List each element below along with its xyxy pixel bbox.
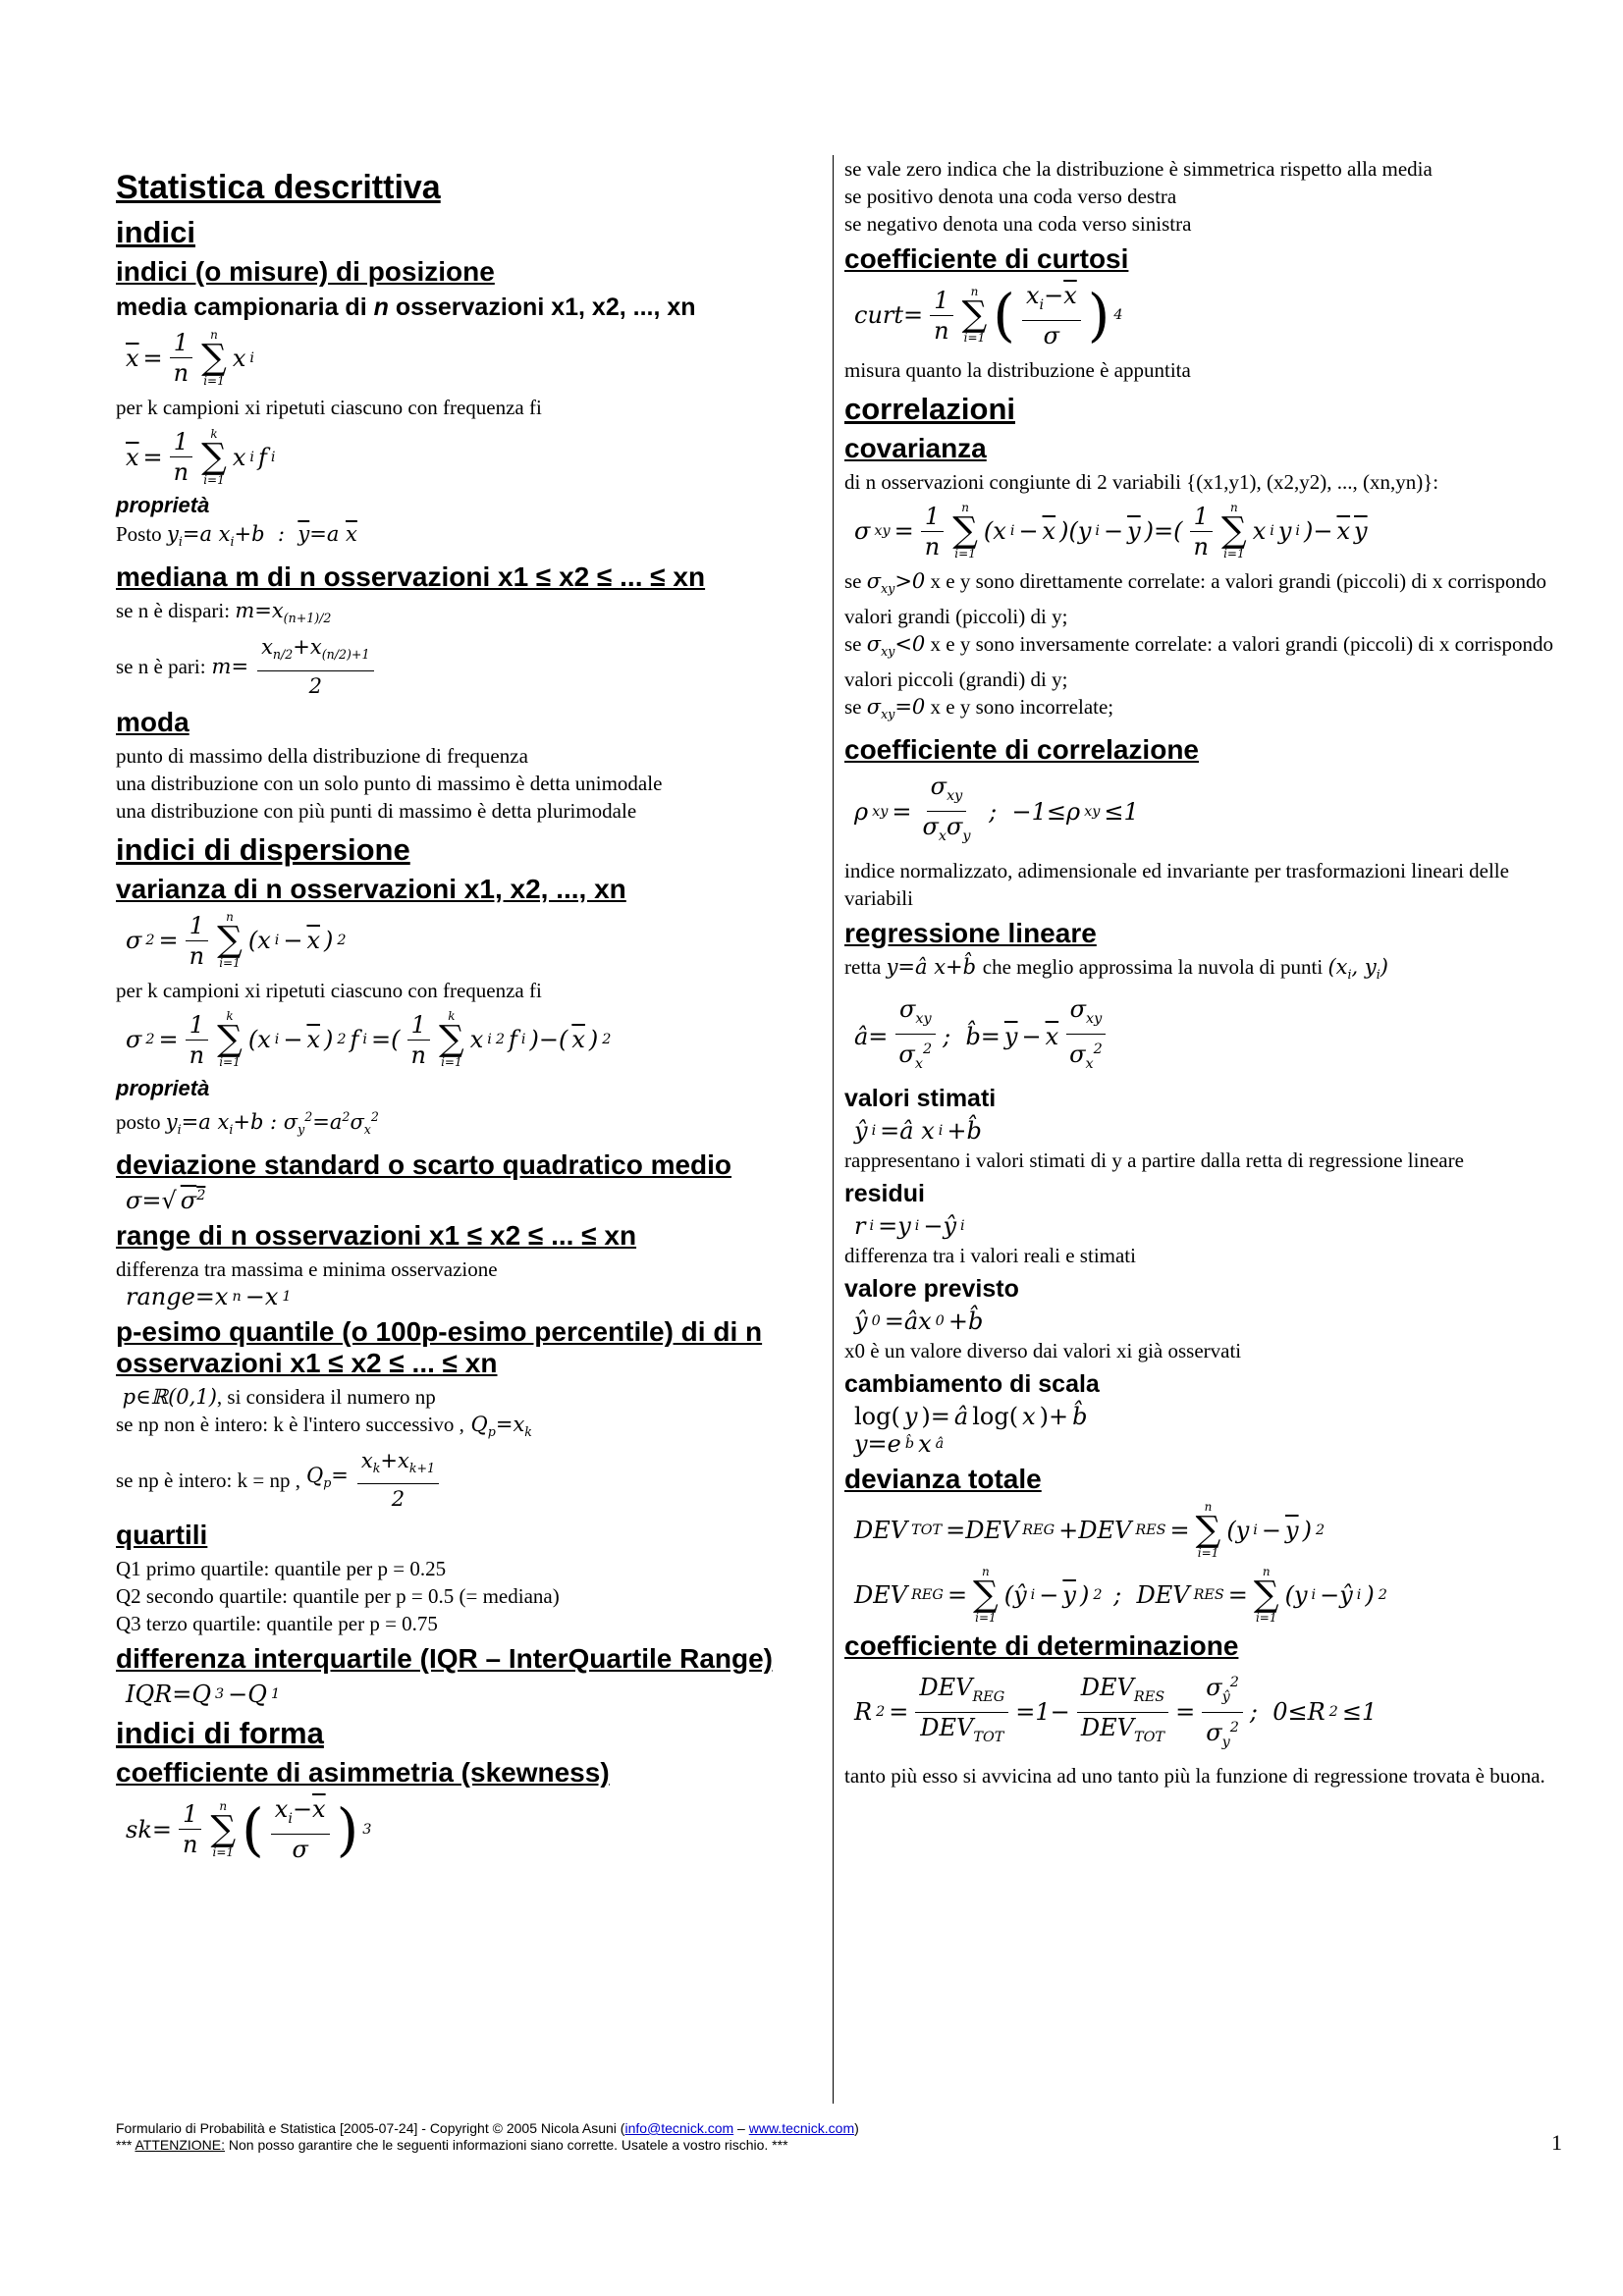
regr-heading: regressione lineare — [844, 917, 1097, 948]
devianza-formula-1: DEV TOT =DEV REG +DEV RES = n ∑ i=1 (y i − $\overline{y}$ ) 2 — [854, 1499, 1325, 1560]
posizione-heading: indici (o misure) di posizione — [116, 256, 495, 287]
residui-formula: r i =y i −ŷ i — [854, 1211, 965, 1240]
mediana-dispari: se n è dispari: $m=x_{(n+1)/2}$ — [116, 599, 332, 626]
scala-formula-2: y=e b̂ x â — [854, 1429, 945, 1458]
media-text: per k campioni xi ripetuti ciascuno con frequenza fi — [116, 396, 542, 419]
previsto-formula: ŷ 0 =âx 0 +b̂ — [854, 1307, 984, 1335]
proprieta-label: proprietà — [116, 493, 210, 517]
right-column — [844, 155, 1571, 1789]
quartile-line: Q1 primo quartile: quantile per p = 0.25 — [116, 1557, 447, 1581]
moda-heading: moda — [116, 706, 189, 737]
skew-line: se vale zero indica che la distribuzione è simmetrica rispetto alla media — [844, 157, 1433, 181]
varianza-text: per k campioni xi ripetuti ciascuno con frequenza fi — [116, 978, 542, 1002]
skew-heading: coefficiente di asimmetria (skewness) — [116, 1757, 610, 1789]
media-prop: Posto $y_i=a$ $x_i+b$ : $\overline{y}=a$ $\overline{x}$ — [116, 522, 357, 550]
varianza-prop: posto $y_i=a$ $x_i+b$ : $\sigma_y^2=a^2\sigma_x^2$ — [116, 1108, 379, 1137]
quantile-line1: p∈ℝ(0,1), si considera il numero np — [116, 1384, 436, 1409]
residui-text: differenza tra i valori reali e stimati — [844, 1243, 1136, 1267]
iqr-formula: IQR=Q 3 −Q 1 — [126, 1681, 281, 1709]
indici-heading: indici — [116, 215, 195, 249]
devianza-formula-2: DEV REG = n ∑ i=1 (ŷ i − $\overline{y}$ ) 2 ; DEV RES = n ∑ i=1 (y i −ŷ i ) 2 — [854, 1564, 1387, 1625]
media-heading: media campionaria di n osservazioni x1, x2, ..., xn — [116, 294, 696, 321]
mediana-pari: se n è pari: m= $\frac{x_{n/2}+x_{(n/2)+1}}{2}$ — [116, 632, 813, 700]
range-heading: range di n osservazioni x1 ≤ x2 ≤ ... ≤ xn — [116, 1219, 637, 1251]
media-formula: $\overline{x}$ = 1 n n ∑ i=1 x i — [126, 327, 254, 388]
varianza-weighted-formula: σ 2 = 1 n k ∑ i=1 (x i − $\overline{x}$ ) 2 f i =( 1 n k ∑ i=1 x i 2 f i )−( $\overline{x}$ ) 2 — [126, 1009, 612, 1070]
skew-line: se positivo denota una coda verso destra — [844, 185, 1177, 208]
forma-heading: indici di forma — [116, 1716, 324, 1751]
covarianza-heading: covarianza — [844, 432, 987, 463]
correlazioni-heading: correlazioni — [844, 391, 1015, 426]
stimati-text: rappresentano i valori stimati di y a partire dalla retta di regressione lineare — [844, 1148, 1464, 1172]
column-divider — [833, 155, 834, 2104]
email-link[interactable]: info@tecnick.com — [624, 2120, 734, 2136]
corr-heading: coefficiente di correlazione — [844, 734, 1199, 766]
site-link[interactable]: www.tecnick.com — [748, 2120, 855, 2136]
footer-warning: *** ATTENZIONE: Non posso garantire che le seguenti informazioni siano corrette. Usatele a vostro rischio. *** — [116, 2137, 788, 2153]
previsto-heading: valore previsto — [844, 1274, 1019, 1303]
iqr-heading: differenza interquartile (IQR – InterQuartile Range) — [116, 1643, 774, 1675]
quartile-line: Q2 secondo quartile: quantile per p = 0.5 (= mediana) — [116, 1584, 560, 1609]
corr-text: indice normalizzato, adimensionale ed invariante per trasformazioni lineari delle variabili — [844, 858, 1509, 910]
devianza-heading: devianza totale — [844, 1463, 1042, 1494]
moda-line: una distribuzione con un solo punto di massimo è detta unimodale — [116, 771, 663, 795]
corr-formula: ρ xy = $\sigma_{xy}$ $\sigma_x\sigma_y$ ; −1≤ρ xy ≤1 — [854, 773, 1139, 844]
cov-pos: se $\sigma_{xy}>0$ x e y sono direttamente correlate: a valori grandi (piccoli) di x corrispondo valori grandi (piccoli) di y; — [844, 568, 1546, 628]
cov-zero: se $\sigma_{xy}=0$ x e y sono incorrelate; — [844, 695, 1114, 722]
quantile-heading: p-esimo quantile (o 100p-esimo percentile) di di n osservazioni x1 ≤ x2 ≤ ... ≤ xn — [116, 1315, 763, 1378]
mediana-heading: mediana m di n osservazioni x1 ≤ x2 ≤ ... ≤ xn — [116, 561, 706, 593]
footer — [116, 2120, 859, 2154]
moda-line: una distribuzione con più punti di massimo è detta plurimodale — [116, 798, 637, 823]
curtosi-heading: coefficiente di curtosi — [844, 243, 1129, 274]
previsto-text: x0 è un valore diverso dai valori xi già osservati — [844, 1338, 1242, 1362]
varianza-formula: σ 2 = 1 n n ∑ i=1 (x i − $\overline{x}$ ) 2 — [126, 910, 347, 971]
cov-neg: se $\sigma_{xy}<0$ x e y sono inversamente correlate: a valori grandi (piccoli) di x corrispondo valori piccoli (grandi) di y; — [844, 631, 1553, 692]
page-number: 1 — [1551, 2130, 1562, 2155]
determ-text: tanto più esso si avvicina ad uno tanto più la funzione di regressione trovata è buona. — [844, 1764, 1545, 1789]
range-text: differenza tra massima e minima osservazione — [116, 1256, 498, 1281]
skew-formula: sk= 1 n n ∑ i=1 ( $x_i-\overline{x}$ σ ) 3 — [126, 1795, 372, 1863]
left-column — [116, 155, 813, 1870]
stimati-formula: ŷ i =â x i +b̂ — [854, 1116, 982, 1145]
section-title: Statistica descrittiva — [116, 169, 441, 206]
range-formula: range=x n −x 1 — [126, 1282, 292, 1310]
devstd-heading: deviazione standard o scarto quadratico medio — [116, 1148, 732, 1180]
varianza-heading: varianza di n osservazioni x1, x2, ..., xn — [116, 873, 626, 904]
skew-line: se negativo denota una coda verso sinistra — [844, 212, 1192, 236]
dispersione-heading: indici di dispersione — [116, 831, 410, 867]
regr-line: retta y=â x+b̂ che meglio approssima la nuvola di punti ($x_i$, $y_i$) — [844, 954, 1388, 983]
curtosi-text: misura quanto la distribuzione è appuntita — [844, 357, 1191, 382]
curtosi-formula: curt= 1 n n ∑ i=1 ( $x_i-\overline{x}$ σ ) 4 — [854, 282, 1123, 349]
scala-heading: cambiamento di scala — [844, 1369, 1100, 1398]
regr-formula: â= $\sigma_{xy}$ $\sigma_x^2$ ; b̂= $\overline{y}$ − $\overline{x}$ $\sigma_{xy}$ $\sigma_x^2$ — [854, 994, 1571, 1079]
quartili-heading: quartili — [116, 1520, 208, 1551]
covarianza-formula: σ xy = 1 n n ∑ i=1 (x i − $\overline{x}$ )(y i − $\overline{y}$ )=( 1 n n ∑ i=1 x i y i )− $\overline{x}$ $\overline{y}$ — [854, 501, 1368, 561]
media-weighted-formula: $\overline{x}$ = 1 n k ∑ i=1 x i f i — [126, 426, 276, 487]
stimati-heading: valori stimati — [844, 1084, 997, 1112]
residui-heading: residui — [844, 1179, 925, 1207]
covarianza-text: di n osservazioni congiunte di 2 variabili {(x1,y1), (x2,y2), ..., (xn,yn)}: — [844, 469, 1439, 494]
quartile-line: Q3 terzo quartile: quantile per p = 0.75 — [116, 1612, 438, 1636]
quantile-line2: se np non è intero: k è l'intero successivo , $Q_p=x_k$ — [116, 1412, 532, 1439]
devstd-formula: σ=√ $\sigma^2$ — [126, 1186, 206, 1214]
determ-heading: coefficiente di determinazione — [844, 1629, 1239, 1661]
quantile-line3: se np è intero: k = np , $Q_p=$ $\frac{x_k+x_{k+1}}{2}$ — [116, 1446, 813, 1514]
proprieta-label: proprietà — [116, 1075, 210, 1100]
moda-line: punto di massimo della distribuzione di frequenza — [116, 743, 528, 768]
footer-copyright: Formulario di Probabilità e Statistica [2005-07-24] - Copyright © 2005 Nicola Asuni (info@tecnick.com – www.tecnick.com) — [116, 2120, 859, 2136]
scala-formula-1: log( y )= â log( x )+ b̂ — [854, 1402, 1088, 1430]
determ-formula: R 2 = $DEV_{REG}$ $DEV_{TOT}$ =1− $DEV_{RES}$ $DEV_{TOT}$ = $\sigma_ŷ^2$ $\sigma_y^2$ ; 0≤R 2 ≤1 — [854, 1668, 1571, 1757]
